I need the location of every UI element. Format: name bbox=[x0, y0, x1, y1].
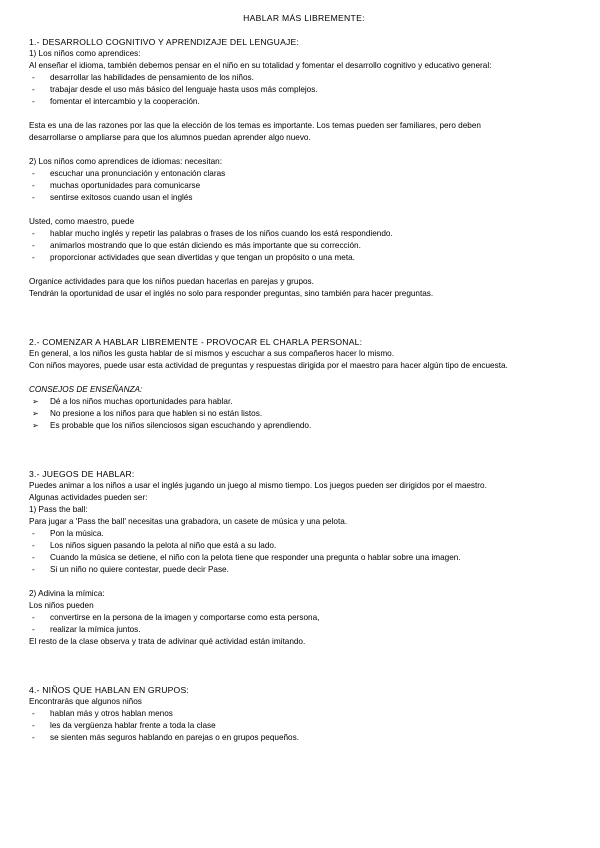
list-item: - trabajar desde el uso más básico del lenguaje hasta usos más complejos. bbox=[29, 84, 579, 96]
list-item: - Cuando la música se detiene, el niño con la pelota tiene que responder una pregunta o hablar sobre una imagen. bbox=[29, 552, 579, 564]
section-1-list-1 bbox=[29, 72, 579, 108]
section-1-paragraph-1-line-1: Esta es una de las razones por las que la elección de los temas es importante. Los temas pueden ser familiares, pero deben bbox=[29, 121, 481, 130]
section-2-line-2: Con niños mayores, puede usar esta actividad de preguntas y respuestas dirigida por el maestro para hacer algún tipo de encuesta. bbox=[29, 361, 508, 370]
list-item: ➢ Dé a los niños muchas oportunidades para hablar. bbox=[29, 396, 579, 408]
section-1-list-2 bbox=[29, 168, 579, 204]
list-item: - proporcionar actividades que sean divertidas y que tengan un propósito o una meta. bbox=[29, 252, 579, 264]
section-3-sub-1: 1) Pass the ball: bbox=[29, 505, 88, 514]
section-1-paragraph-2-line-1: Organice actividades para que los niños puedan hacerlas en parejas y grupos. bbox=[29, 277, 314, 286]
section-3-line-2: Algunas actividades pueden ser: bbox=[29, 493, 148, 502]
list-item: ➢ No presione a los niños para que hablen si no están listos. bbox=[29, 408, 579, 420]
section-2-heading: 2.- COMENZAR A HABLAR LIBREMENTE - PROVOCAR EL CHARLA PERSONAL: bbox=[29, 337, 363, 347]
section-1-paragraph-1-line-2: desarrollarse o ampliarse para que los alumnos puedan aprender algo nuevo. bbox=[29, 133, 311, 142]
section-3-closing: El resto de la clase observa y trata de adivinar qué actividad están imitando. bbox=[29, 637, 306, 646]
list-item: - sentirse exitosos cuando usan el inglés bbox=[29, 192, 579, 204]
list-item: - hablar mucho inglés y repetir las palabras o frases de los niños cuando los está respondiendo. bbox=[29, 228, 579, 240]
section-3-sub-2: 2) Adivina la mímica: bbox=[29, 589, 105, 598]
page-title: HABLAR MÁS LIBREMENTE: bbox=[243, 13, 365, 23]
list-item: - escuchar una pronunciación y entonación claras bbox=[29, 168, 579, 180]
teaching-tips-list bbox=[29, 396, 579, 432]
section-2-line-1: En general, a los niños les gusta hablar de sí mismos y escuchar a sus compañeros hacer lo mismo. bbox=[29, 349, 394, 358]
section-1-intro: Al enseñar el idioma, también debemos pensar en el niño en su totalidad y fomentar el desarrollo cognitivo y educativo general: bbox=[29, 61, 492, 70]
section-1-paragraph-2-line-2: Tendrán la oportunidad de usar el inglés no solo para responder preguntas, sino también para hacer preguntas. bbox=[29, 289, 434, 298]
section-4-intro: Encontrarás que algunos niños bbox=[29, 697, 142, 706]
section-1-sub-2: 2) Los niños como aprendices de idiomas: necesitan: bbox=[29, 157, 222, 166]
section-3-list-2 bbox=[29, 612, 579, 636]
list-item: ➢ Es probable que los niños silenciosos sigan escuchando y aprendiendo. bbox=[29, 420, 579, 432]
section-4-list bbox=[29, 708, 579, 744]
section-3-heading: 3.- JUEGOS DE HABLAR: bbox=[29, 469, 135, 479]
list-item: - animarlos mostrando que lo que están diciendo es más importante que su corrección. bbox=[29, 240, 579, 252]
section-3-sub-1-intro: Para jugar a 'Pass the ball' necesitas una grabadora, un casete de música y una pelota. bbox=[29, 517, 348, 526]
section-4-heading: 4.- NIÑOS QUE HABLAN EN GRUPOS: bbox=[29, 685, 189, 695]
section-1-list-3 bbox=[29, 228, 579, 264]
section-1-sub-1: 1) Los niños como aprendices: bbox=[29, 49, 141, 58]
list-item: - les da vergüenza hablar frente a toda la clase bbox=[29, 720, 579, 732]
section-1-heading: 1.- DESARROLLO COGNITIVO Y APRENDIZAJE DEL LENGUAJE: bbox=[29, 37, 300, 47]
list-item: - fomentar el intercambio y la cooperación. bbox=[29, 96, 579, 108]
list-item: - Si un niño no quiere contestar, puede decir Pase. bbox=[29, 564, 579, 576]
list-item: - realizar la mímica juntos. bbox=[29, 624, 579, 636]
list-item: - muchas oportunidades para comunicarse bbox=[29, 180, 579, 192]
list-item: - se sienten más seguros hablando en parejas o en grupos pequeños. bbox=[29, 732, 579, 744]
list-item: - Pon la música. bbox=[29, 528, 579, 540]
list-item: - Los niños siguen pasando la pelota al niño que está a su lado. bbox=[29, 540, 579, 552]
list-item: - hablan más y otros hablan menos bbox=[29, 708, 579, 720]
teaching-tips-heading: CONSEJOS DE ENSEÑANZA: bbox=[29, 385, 143, 394]
document-page bbox=[29, 12, 579, 744]
list-item: - desarrollar las habilidades de pensamiento de los niños. bbox=[29, 72, 579, 84]
section-3-line-1: Puedes animar a los niños a usar el inglés jugando un juego al mismo tiempo. Los juegos pueden ser dirigidos por el maestro. bbox=[29, 481, 487, 490]
section-1-teacher-intro: Usted, como maestro, puede bbox=[29, 217, 135, 226]
section-3-list-1 bbox=[29, 528, 579, 576]
section-3-sub-2-intro: Los niños pueden bbox=[29, 601, 94, 610]
list-item: - convertirse en la persona de la imagen y comportarse como esta persona, bbox=[29, 612, 579, 624]
